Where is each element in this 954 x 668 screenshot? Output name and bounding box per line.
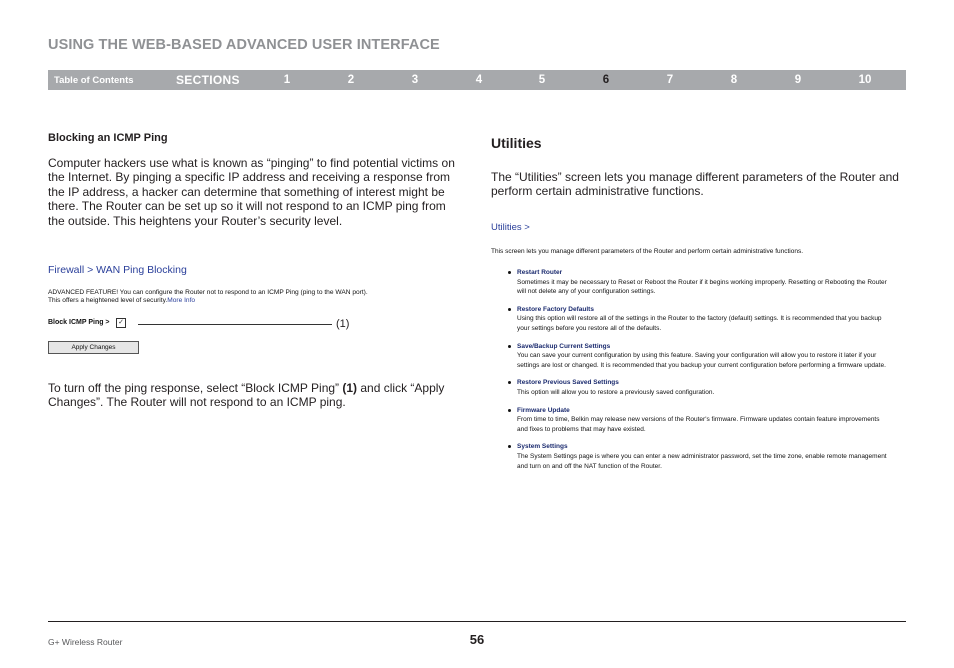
right-column xyxy=(491,132,911,199)
screenshot-title: Firewall > WAN Ping Blocking xyxy=(48,264,187,276)
list-item xyxy=(491,305,891,334)
utility-description: You can save your current configuration by using this feature. Saving your configuration will allow you to restore it later if your settings are lost or changed. It is recommended that you backup your current configuration before performing a firmware update. xyxy=(517,352,886,369)
table-of-contents-link[interactable]: Table of Contents xyxy=(54,75,134,86)
instructions-text-1: To turn off the ping response, select “Block ICMP Ping” xyxy=(48,381,343,395)
utility-link-restart-router[interactable]: Restart Router xyxy=(517,269,563,276)
section-link-9[interactable]: 9 xyxy=(794,74,802,86)
utility-link-restore-factory-defaults[interactable]: Restore Factory Defaults xyxy=(517,305,594,313)
list-item xyxy=(491,406,891,435)
apply-changes-button[interactable]: Apply Changes xyxy=(48,341,139,354)
instructions-callout-ref: (1) xyxy=(342,381,358,395)
page-header-title: USING THE WEB-BASED ADVANCED USER INTERFACE xyxy=(48,37,440,53)
footer-brand: G+ Wireless Router xyxy=(48,637,123,647)
section-link-2[interactable]: 2 xyxy=(347,74,355,86)
block-icmp-ping-checkbox[interactable]: ✓ xyxy=(116,318,126,328)
utility-link-restore-previous-settings[interactable]: Restore Previous Saved Settings xyxy=(517,379,619,387)
more-info-link[interactable]: More Info xyxy=(167,297,196,305)
screenshot-desc-text: This offers a heightened level of security. xyxy=(48,297,168,305)
utility-description: Using this option will restore all of the settings in the Router to the factory (default) settings. It is recommended that you backup your settings before you restore all of the defaults. xyxy=(517,315,882,332)
utilities-screenshot-description: This screen lets you manage different parameters of the Router and perform certain administrative functions. xyxy=(491,248,804,255)
section-link-3[interactable]: 3 xyxy=(411,74,419,86)
utilities-paragraph: The “Utilities” screen lets you manage different parameters of the Router and perform certain administrative functions. xyxy=(491,170,899,199)
utility-link-system-settings[interactable]: System Settings xyxy=(517,443,568,451)
footer-divider xyxy=(48,621,906,622)
left-column xyxy=(48,132,464,228)
section-link-6[interactable]: 6 xyxy=(602,74,610,86)
screenshot-desc-line-1: ADVANCED FEATURE! You can configure the Router not to respond to an ICMP Ping (ping to the WAN port). xyxy=(48,289,368,296)
utility-description: Sometimes it may be necessary to Reset or Reboot the Router if it begins working improperly. Resetting or Rebooting the Router will not delete any of your configuration settings. xyxy=(517,278,887,296)
utilities-list xyxy=(491,268,891,479)
list-item xyxy=(491,342,891,371)
sections-label: SECTIONS xyxy=(176,73,240,87)
utilities-screenshot-title: Utilities > xyxy=(491,222,530,233)
icmp-paragraph: Computer hackers use what is known as “pinging” to find potential victims on the Internet. By pinging a specific IP address and receiving a response from the IP address, a hacker can determine that something of interest might be there. The Router can be set up so it will not respond to an ICMP ping from the outside. This heightens your Router’s security level. xyxy=(48,156,455,228)
list-item xyxy=(491,442,891,471)
section-link-7[interactable]: 7 xyxy=(666,74,674,86)
section-link-4[interactable]: 4 xyxy=(475,74,483,86)
list-item xyxy=(491,378,891,397)
utility-description: From time to time, Belkin may release new versions of the Router's firmware. Firmware updates contain feature improvements and fixes to problems that may have existed. xyxy=(517,416,880,433)
icmp-subheading: Blocking an ICMP Ping xyxy=(48,132,168,144)
screenshot-description xyxy=(48,289,368,305)
instructions-text-2: and click “Apply Changes”. The Router will not respond to an ICMP ping. xyxy=(48,381,445,410)
utility-link-save-backup-settings[interactable]: Save/Backup Current Settings xyxy=(517,342,611,350)
utilities-screenshot xyxy=(491,220,911,495)
section-navbar xyxy=(48,70,906,90)
icmp-instructions xyxy=(48,381,464,410)
section-link-10[interactable]: 10 xyxy=(858,74,872,86)
section-link-8[interactable]: 8 xyxy=(730,74,738,86)
utility-description: This option will allow you to restore a previously saved configuration. xyxy=(517,388,715,396)
utilities-heading: Utilities xyxy=(491,135,542,151)
block-icmp-ping-label: Block ICMP Ping > xyxy=(48,319,110,326)
section-link-1[interactable]: 1 xyxy=(283,74,291,86)
wan-ping-screenshot xyxy=(48,262,458,362)
callout-line xyxy=(138,324,332,325)
callout-label: (1) xyxy=(336,318,350,330)
page-number: 56 xyxy=(469,632,485,647)
utility-description: The System Settings page is where you can enter a new administrator password, set the time zone, enable remote management and turn on and off the NAT function of the Router. xyxy=(517,452,887,470)
section-link-5[interactable]: 5 xyxy=(538,74,546,86)
utility-link-firmware-update[interactable]: Firmware Update xyxy=(517,406,570,414)
screenshot-desc-line-2 xyxy=(48,297,368,305)
list-item xyxy=(491,268,891,297)
